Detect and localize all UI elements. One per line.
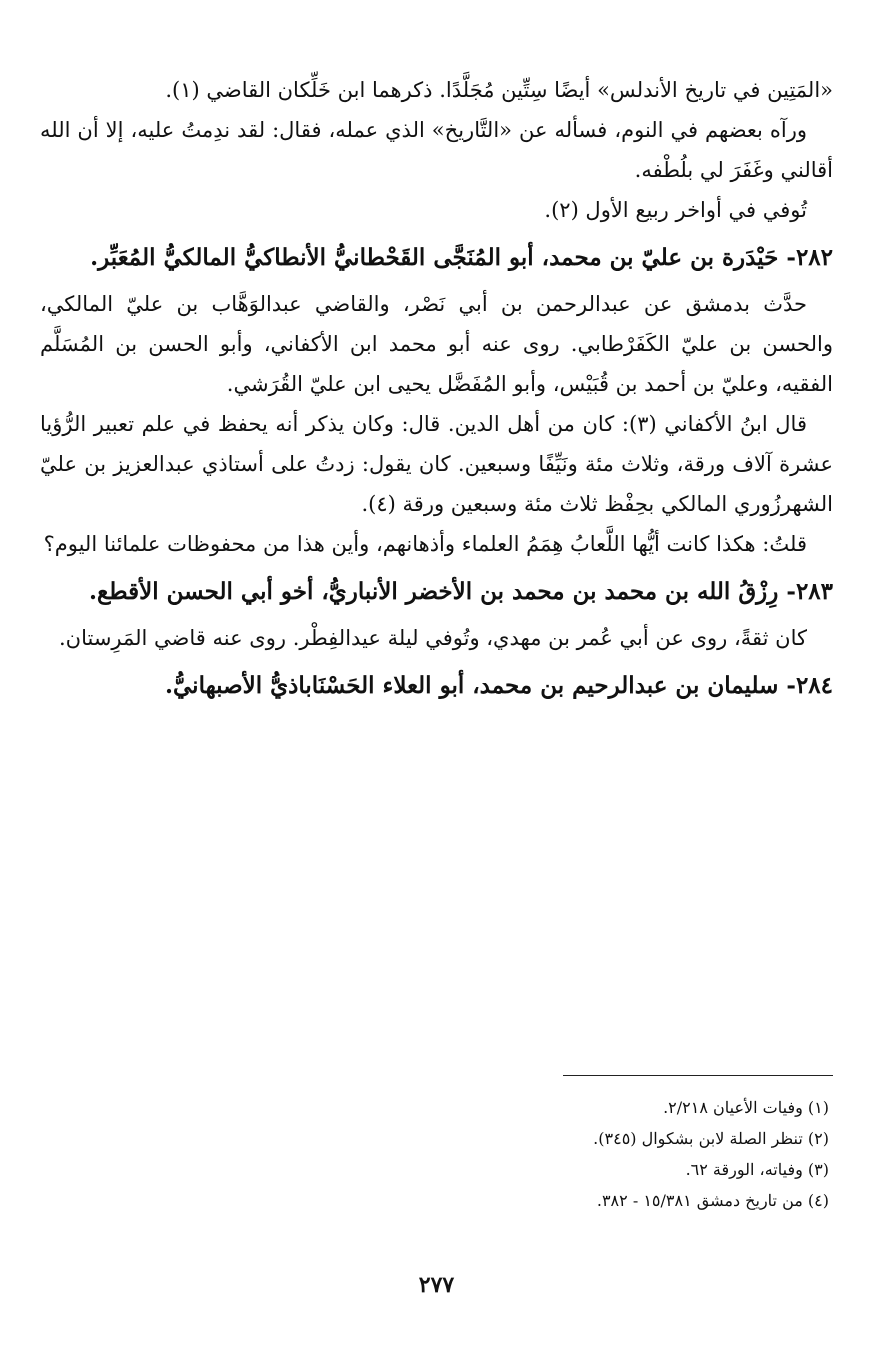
footnote-1: (١) وفيات الأعيان ٢/٢١٨. <box>663 1098 829 1117</box>
entry-284-title: ٢٨٤- سليمان بن عبدالرحيم بن محمد، أبو العلاء الحَسْنَاباذيُّ الأصبهانيُّ. <box>164 672 833 699</box>
entry-282-title: ٢٨٢- حَيْدَرة بن عليّ بن محمد، أبو المُنَجَّى القَحْطانيُّ الأنطاكيُّ المالكيُّ المُعَبِّر. <box>90 244 833 271</box>
paragraph-4: حدَّث بدمشق عن عبدالرحمن بن أبي نَصْر، والقاضي عبدالوَهَّاب بن عليّ المالكي، والحسن بن عليّ الكَفَرْطابي. روى عنه أبو محمد ابن الأكفاني، وأبو الحسن بن المُسَلَّم الفقيه، وعليّ بن أحمد بن قُبَيْس، وأبو المُفَضَّل يحيى ابن عليّ القُرَشي. <box>40 292 833 396</box>
footnote-4: (٤) من تاريخ دمشق ١٥/٣٨١ - ٣٨٢. <box>596 1191 829 1210</box>
paragraph-3: تُوفي في أواخر ربيع الأول (٢). <box>544 198 807 222</box>
entry-283-title: ٢٨٣- رِزْقُ الله بن محمد بن محمد بن الأخضر الأنباريُّ، أخو أبي الحسن الأقطع. <box>89 578 833 605</box>
page-number: ٢٧٧ <box>418 1272 455 1298</box>
footnotes <box>40 1092 833 1216</box>
footnote-2: (٢) تنظر الصلة لابن بشكوال (٣٤٥). <box>593 1129 829 1148</box>
footnote-3: (٣) وفياته، الورقة ٦٢. <box>685 1160 829 1179</box>
page-body <box>40 70 833 712</box>
paragraph-5: قال ابنُ الأكفاني (٣): كان من أهل الدين. قال: وكان يذكر أنه يحفظ في علم تعبير الرُّؤيا عشرة آلاف ورقة، وثلاث مئة ونَيِّفًا وسبعين. كان يقول: زدتُ على أستاذي عبدالعزيز بن عليّ الشهرزُوري المالكي بحِفْظ ثلاث مئة وسبعين ورقة (٤). <box>40 412 833 516</box>
paragraph-2: ورآه بعضهم في النوم، فسأله عن «التَّاريخ» الذي عمله، فقال: لقد ندِمتُ عليه، إلا أن الله أقالني وغَفَرَ لي بلُطْفه. <box>40 118 833 182</box>
footnote-separator <box>563 1075 833 1076</box>
paragraph-6: قلتُ: هكذا كانت أيُّها اللَّعابُ هِمَمُ العلماء وأذهانهم، وأين هذا من محفوظات علمائنا اليوم؟ <box>43 532 807 556</box>
paragraph-1: «المَتِين في تاريخ الأندلس» أيضًا سِتِّين مُجَلَّدًا. ذكرهما ابن خَلِّكان القاضي (١). <box>165 78 833 102</box>
paragraph-7: كان ثقةً، روى عن أبي عُمر بن مهدي، وتُوفي ليلة عيدالفِطْر. روى عنه قاضي المَرِستان. <box>58 626 807 650</box>
